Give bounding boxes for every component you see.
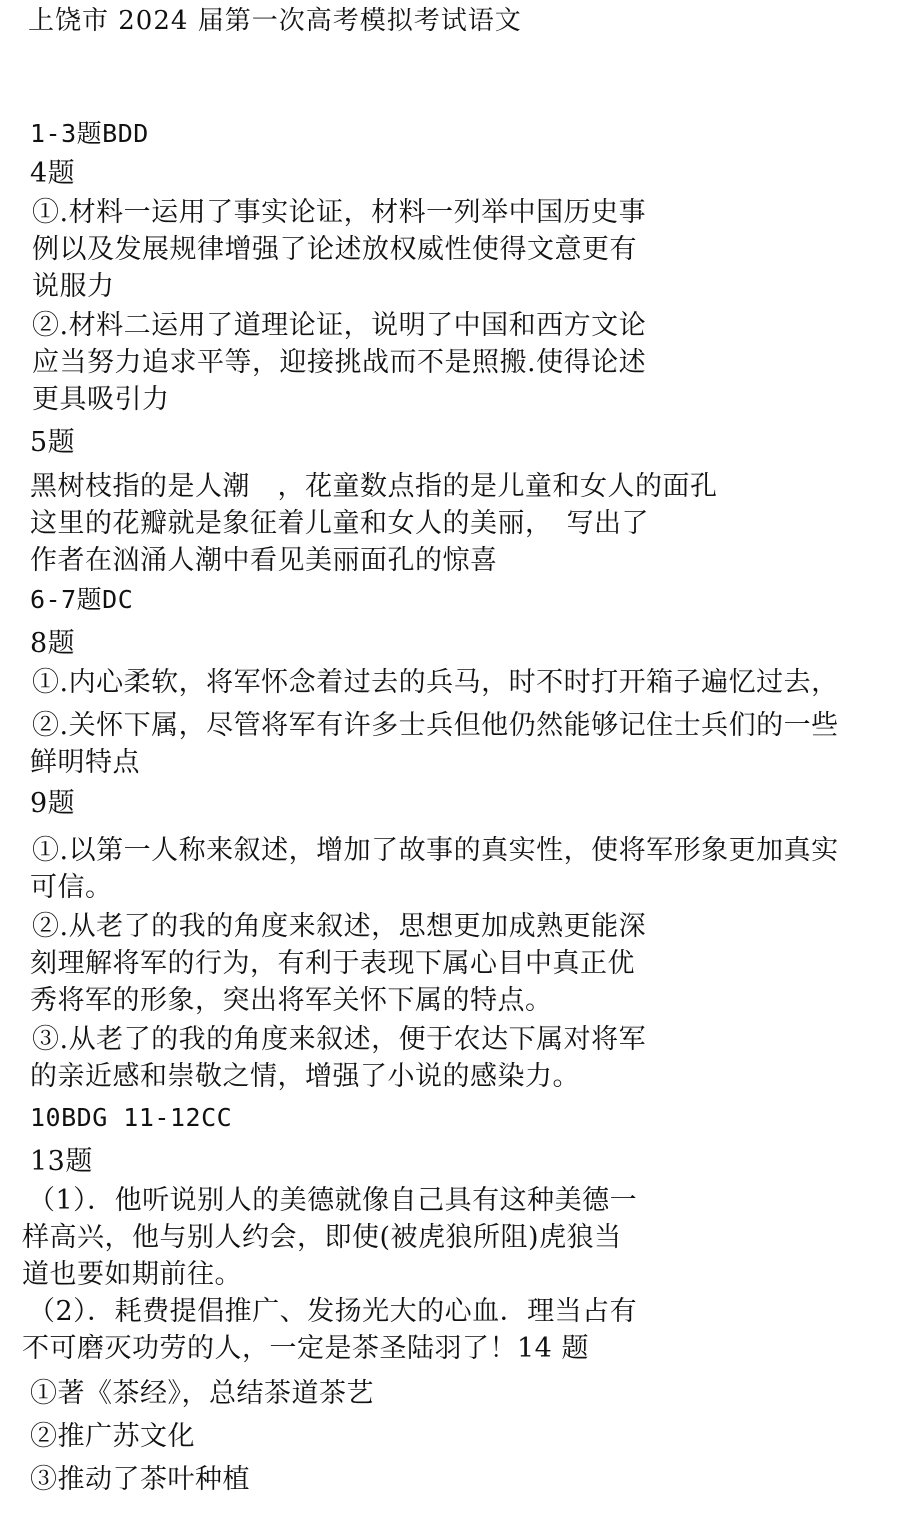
q5-line2: 这里的花瓣就是象征着儿童和女人的美丽， 写出了 (30, 508, 649, 539)
q4-point2-line2: 应当努力追求平等，迎接挑战而不是照搬.使得论述 (32, 347, 647, 378)
question-8-heading: 8题 (30, 628, 76, 659)
question-4-heading: 4题 (30, 158, 76, 189)
q8-point2-line1: ②.关怀下属，尽管将军有许多士兵但他仍然能够记住士兵们的一些 (32, 710, 839, 741)
q9-point2-line1: ②.从老了的我的角度来叙述，思想更加成熟更能深 (32, 911, 647, 942)
q4-point1-line3: 说服力 (32, 271, 115, 302)
q4-point1-line1: ①.材料一运用了事实论证，材料一列举中国历史事 (32, 197, 647, 228)
q14-point2: ②推广苏文化 (30, 1421, 195, 1452)
q9-point3-line2: 的亲近感和崇敬之情，增强了小说的感染力。 (30, 1061, 580, 1092)
question-9-heading: 9题 (30, 788, 76, 819)
q13-part1-line2: 样高兴，他与别人约会，即使(被虎狼所阻)虎狼当 (22, 1222, 622, 1253)
q13-part1-line3: 道也要如期前往。 (22, 1259, 242, 1290)
q5-line3: 作者在汹涌人潮中看见美丽面孔的惊喜 (30, 545, 498, 576)
q9-point1-line1: ①.以第一人称来叙述，增加了故事的真实性，使将军形象更加真实 (32, 835, 839, 866)
answer-q10-12: 10BDG 11-12CC (30, 1103, 233, 1132)
q9-point3-line1: ③.从老了的我的角度来叙述，便于农达下属对将军 (32, 1024, 647, 1055)
q14-point3: ③推动了茶叶种植 (30, 1464, 250, 1495)
page-title: 上饶市 2024 届第一次高考模拟考试语文 (28, 6, 522, 36)
question-13-heading: 13题 (30, 1146, 93, 1177)
q9-point2-line2: 刻理解将军的行为，有利于表现下属心目中真正优 (30, 948, 635, 979)
q9-point1-line2: 可信。 (30, 872, 113, 903)
q8-point2-line2: 鲜明特点 (30, 747, 140, 778)
q4-point2-line1: ②.材料二运用了道理论证，说明了中国和西方文论 (32, 310, 647, 341)
q4-point1-line2: 例以及发展规律增强了论述放权威性使得文意更有 (32, 234, 637, 265)
q8-point1: ①.内心柔软，将军怀念着过去的兵马，时不时打开箱子遍忆过去， (32, 667, 839, 698)
question-5-heading: 5题 (30, 427, 76, 458)
q4-point2-line3: 更具吸引力 (32, 384, 170, 415)
q9-point2-line3: 秀将军的形象，突出将军关怀下属的特点。 (30, 985, 553, 1016)
answer-q6-7: 6-7题DC (30, 585, 134, 614)
q13-part2-line1: （2）．耗费提倡推广、发扬光大的心血．理当占有 (28, 1296, 638, 1327)
q13-part2-line2: 不可磨灭功劳的人，一定是茶圣陆羽了！14 题 (22, 1333, 589, 1364)
q13-part1-line1: （1）．他听说别人的美德就像自己具有这种美德一 (28, 1185, 638, 1216)
q5-line1: 黑树枝指的是人潮 ，花童数点指的是儿童和女人的面孔 (30, 471, 718, 502)
q14-point1: ①著《茶经》，总结茶道茶艺 (30, 1378, 374, 1409)
answer-q1-3: 1-3题BDD (30, 119, 149, 148)
